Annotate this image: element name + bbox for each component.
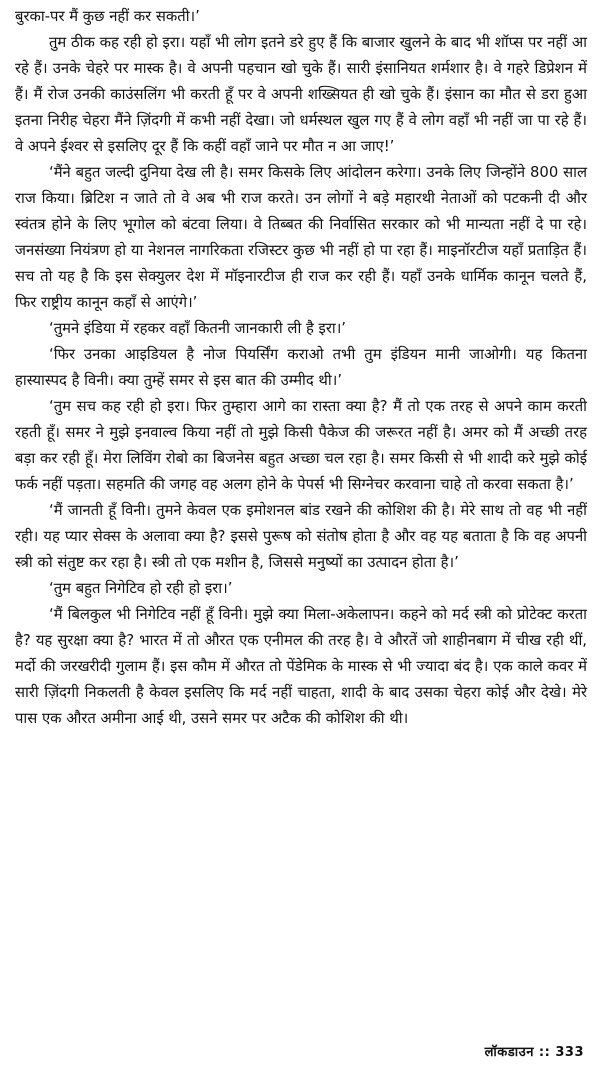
paragraph: ‘फिर उनका आइडियल है नोज पियर्सिंग कराओ तभी तुम इंडियन मानी जाओगी। यह कितना हास्यास्पद है विनी। क्या तुम्हें समर से इस बात की उम्मीद थी।’ <box>15 346 587 389</box>
running-footer-page-number: लॉकडाउन :: 333 <box>484 1045 584 1060</box>
paragraph: ‘तुम बहुत निगेटिव हो रही हो इरा।’ <box>49 580 233 597</box>
paragraph: ‘तुमने इंडिया में रहकर वहाँ कितनी जानकारी ली है इरा।’ <box>49 320 347 337</box>
paragraph: ‘मैं बिलकुल भी निगेटिव नहीं हूँ विनी। मुझे क्या मिला-अकेलापन। कहने को मर्द स्त्री को प्रोटेक्ट करता है? यह सुरक्षा क्या है? भारत में तो औरत एक एनीमल की तरह है। वे औरतें जो शाहीनबाग में चीख रही थीं, मर्दो की जरखरीदी गुलाम हैं। इस कौम में औरत तो पेंडेमिक के मास्क से भी ज्यादा बंद है। एक काले कवर में सारी ज़िंदगी निकलती है केवल इसलिए कि मर्द नहीं चाहता, शादी के बाद उसका चेहरा कोई और देखे। मेरे पास एक औरत अमीना आई थी, उसने समर पर अटैक की कोशिश की थी। <box>15 606 587 727</box>
paragraph-continuation: बुरका-पर मैं कुछ नहीं कर सकती।’ <box>15 8 200 25</box>
paragraph: ‘मैंने बहुत जल्दी दुनिया देख ली है। समर किसके लिए आंदोलन करेगा। उनके लिए जिन्होंने 800 साल राज किया। ब्रिटिश न जाते तो वे अब भी राज करते। उन लोगों ने बड़े महारथी नेताओं को पटकनी दी और स्वंतत्र होने के लिए भूगोल को बंटवा लिया। वे तिब्बत की निर्वासित सरकार को भी मान्यता नहीं दे पा रहे। जनसंख्या नियंत्रण हो या नेशनल नागरिकता रजिस्टर कुछ भी नहीं हो पा रहा हैं। माइनॉरटीज यहाँ प्रताड़ित हैं। सच तो यह है कि इस सेक्युलर देश में मॉइनारटीज ही राज कर रही हैं। यहाँ उनके धार्मिक कानून चलते हैं, फिर राष्ट्रीय कानून कहाँ से आएंगे।’ <box>15 164 587 311</box>
paragraph: तुम ठीक कह रही हो इरा। यहाँ भी लोग इतने डरे हुए हैं कि बाजार खुलने के बाद भी शॉप्स पर नहीं आ रहे हैं। उनके चेहरे पर मास्क है। वे अपनी पहचान खो चुके हैं। सारी इंसानियत शर्मशार है। वे गहरे डिप्रेशन में हैं। मैं रोज उनकी काउंसलिंग भी करती हूँ पर वे अपनी शख्सियत ही खो चुके हैं। इंसान का मौत से डरा हुआ इतना निरीह चेहरा मैंने ज़िंदगी में कभी नहीं देखा। जो धर्मस्थल खुल गए हैं वे लोग वहाँ भी नहीं जा पा रहे हैं। वे अपने ईश्वर से इसलिए दूर हैं कि कहीं वहाँ जाने पर मौत न आ जाए!’ <box>15 34 587 155</box>
paragraph: ‘मैं जानती हूँ विनी। तुमने केवल एक इमोशनल बांड रखने की कोशिश की है। मेरे साथ तो वह भी नहीं रही। यह प्यार सेक्स के अलावा क्या है? इससे पुरूष को संतोष होता है और वह यह बताता है कि वह अपनी स्त्री को संतुष्ट कर रहा है। स्त्री तो एक मशीन है, जिससे मनुष्यों का उत्पादन होता है।’ <box>15 502 587 571</box>
page-body <box>15 4 587 732</box>
paragraph: ‘तुम सच कह रही हो इरा। फिर तुम्हारा आगे का रास्ता क्या है? मैं तो एक तरह से अपने काम करती रहती हूँ। समर ने मुझे इनवाल्व किया नहीं तो मुझे किसी पैकेज की जरूरत नहीं है। अमर को मैं अच्छी तरह बड़ा कर रही हूँ। मेरा लिविंग रोबो का बिजनेस बहुत अच्छा चल रहा है। समर किसी से भी शादी करे मुझे कोई फर्क नहीं पड़ता। सहमति की जगह वह अलग होने के पेपर्स भी सिग्नेचर करवाना चाहे तो करवा सकता है।’ <box>15 398 587 493</box>
